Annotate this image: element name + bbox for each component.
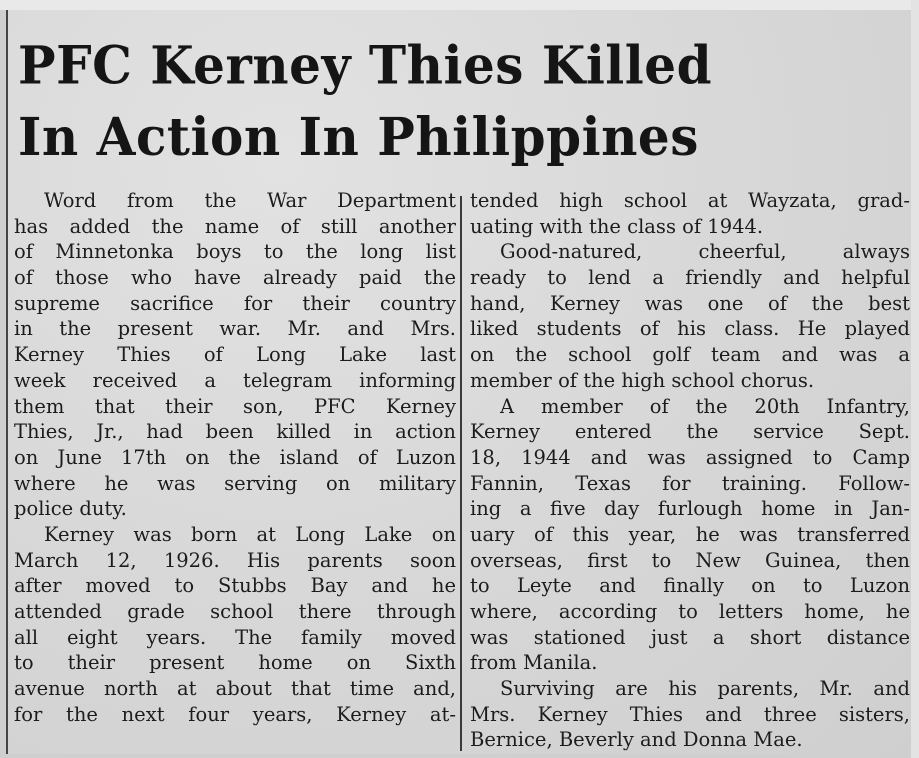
article-line: Surviving are his parents, Mr. and xyxy=(500,677,910,701)
article-line: Thies, Jr., had been killed in action xyxy=(14,420,456,444)
article-line: 18, 1944 and was assigned to Camp xyxy=(470,445,910,469)
article-line: from Manila. xyxy=(470,651,598,675)
article-line: has added the name of still another xyxy=(14,214,456,238)
article-line: March 12, 1926. His parents soon xyxy=(14,548,456,572)
article-line: was stationed just a short distance xyxy=(470,625,910,649)
article-line: Kerney entered the service Sept. xyxy=(470,420,910,444)
article-line: liked students of his class. He played xyxy=(470,317,910,341)
article-line: Fannin, Texas for training. Follow- xyxy=(470,471,910,495)
article-line: in the present war. Mr. and Mrs. xyxy=(14,317,456,341)
article-line: avenue north at about that time and, xyxy=(14,677,456,701)
article-line: attended grade school there through xyxy=(14,600,456,623)
article-line: to Leyte and finally on to Luzon xyxy=(470,574,910,598)
headline xyxy=(18,30,712,173)
article-line: on June 17th on the island of Luzon xyxy=(14,445,456,469)
paper-right-edge xyxy=(911,0,919,758)
article-line: all eight years. The family moved xyxy=(14,625,456,649)
article-line: A member of the 20th Infantry, xyxy=(500,394,910,418)
article-line: week received a telegram informing xyxy=(14,368,456,392)
article-line: Kerney Thies of Long Lake last xyxy=(14,343,456,367)
article-line: where, according to letters home, he xyxy=(470,600,910,623)
column-divider xyxy=(460,196,462,751)
headline-line-2: In Action In Philippines xyxy=(18,105,699,168)
article-line: uating with the class of 1944. xyxy=(470,214,764,238)
article-line: where he was serving on military xyxy=(14,471,456,495)
article-line: overseas, first to New Guinea, then xyxy=(470,548,910,572)
article-line: of Minnetonka boys to the long list xyxy=(14,240,456,264)
article-line: tended high school at Wayzata, grad- xyxy=(470,189,910,212)
article-line: ready to lend a friendly and helpful xyxy=(470,266,910,290)
article-line: ing a five day furlough home in Jan- xyxy=(470,497,910,521)
article-line: for the next four years, Kerney at- xyxy=(14,702,456,726)
article-line: of those who have already paid the xyxy=(14,266,456,290)
article-line: uary of this year, he was transferred xyxy=(470,522,910,546)
article-line: after moved to Stubbs Bay and he xyxy=(14,574,456,598)
article-line: to their present home on Sixth xyxy=(14,651,456,675)
article-line: Bernice, Beverly and Donna Mae. xyxy=(470,728,803,752)
article-line: police duty. xyxy=(14,497,127,521)
article-line: Mrs. Kerney Thies and three sisters, xyxy=(470,702,910,726)
article-line: Kerney was born at Long Lake on xyxy=(44,522,456,546)
headline-line-1: PFC Kerney Thies Killed xyxy=(18,34,713,97)
article-line: on the school golf team and was a xyxy=(470,343,910,367)
article-line: them that their son, PFC Kerney xyxy=(14,394,456,418)
article-line: Good-natured, cheerful, always xyxy=(500,240,910,264)
article-line: supreme sacrifice for their country xyxy=(14,291,456,315)
newspaper-clipping xyxy=(6,10,911,754)
paper-top-edge xyxy=(0,0,919,10)
article-column-left xyxy=(14,188,456,727)
article-line: member of the high school chorus. xyxy=(470,368,815,392)
article-line: Word from the War Department xyxy=(44,189,456,212)
article-column-right xyxy=(470,188,910,753)
article-line: hand, Kerney was one of the best xyxy=(470,291,910,315)
